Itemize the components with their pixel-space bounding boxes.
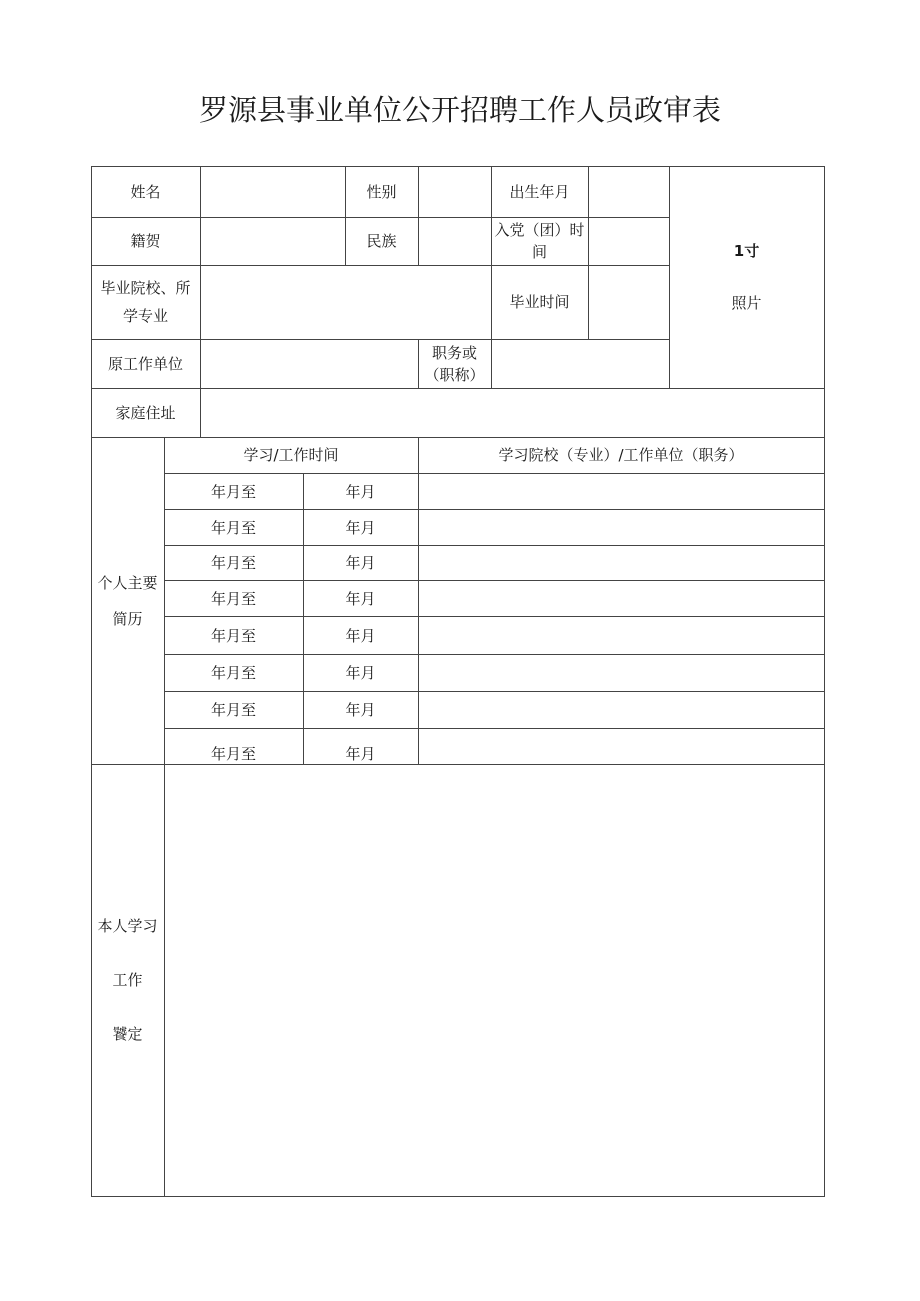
appraisal-label bbox=[91, 764, 164, 1196]
birth-label: 出生年月 bbox=[509, 182, 570, 201]
resume-col-time: 学习/工作时间 bbox=[243, 446, 339, 464]
former-unit-field[interactable] bbox=[201, 340, 418, 388]
gender-field[interactable] bbox=[419, 167, 491, 217]
former-unit-label: 原工作单位 bbox=[107, 354, 183, 373]
grad-time-label: 毕业时间 bbox=[509, 293, 570, 311]
ethnicity-label: 民族 bbox=[366, 232, 397, 250]
position-label bbox=[418, 339, 491, 388]
position-label-line1: 职务或 bbox=[431, 343, 477, 362]
resume-row-unit-field[interactable] bbox=[419, 581, 824, 616]
school-major-label-line2: 学专业 bbox=[122, 307, 168, 325]
resume-row-from[interactable]: 年月至 bbox=[210, 744, 256, 763]
resume-row-unit-field[interactable] bbox=[419, 692, 824, 728]
resume-row-unit-field[interactable] bbox=[419, 655, 824, 691]
school-major-label bbox=[91, 265, 200, 339]
page-title: 罗源县事业单位公开招聘工作人员政审表 bbox=[198, 93, 721, 127]
resume-row-from[interactable]: 年月至 bbox=[210, 701, 256, 719]
resume-row-to[interactable]: 年月 bbox=[345, 701, 376, 719]
native-place-label: 籍贺 bbox=[130, 232, 161, 250]
resume-row-unit-field[interactable] bbox=[419, 474, 824, 509]
gender-label: 性别 bbox=[366, 182, 397, 201]
resume-row-from[interactable]: 年月至 bbox=[210, 482, 256, 501]
resume-row-from[interactable]: 年月至 bbox=[210, 664, 256, 682]
resume-row-from[interactable]: 年月至 bbox=[210, 589, 256, 608]
birth-field[interactable] bbox=[589, 167, 669, 217]
resume-row-from[interactable]: 年月至 bbox=[210, 554, 256, 572]
resume-row-to[interactable]: 年月 bbox=[345, 589, 376, 608]
resume-row-unit-field[interactable] bbox=[419, 546, 824, 580]
position-field[interactable] bbox=[492, 340, 669, 388]
address-field[interactable] bbox=[201, 389, 824, 437]
resume-row-unit-field[interactable] bbox=[419, 510, 824, 545]
form-table bbox=[91, 166, 825, 1197]
appraisal-label-line2: 工作 bbox=[112, 971, 143, 989]
resume-row-to[interactable]: 年月 bbox=[345, 554, 376, 572]
resume-label bbox=[91, 437, 164, 764]
appraisal-label-line1: 本人学习 bbox=[97, 917, 158, 935]
resume-row-unit-field[interactable] bbox=[419, 729, 824, 764]
resume-col-unit: 学习院校（专业）/工作单位（职务） bbox=[498, 446, 744, 464]
school-major-label-line1: 毕业院校、所 bbox=[100, 279, 191, 297]
photo-placeholder[interactable] bbox=[669, 166, 824, 388]
resume-row-unit-field[interactable] bbox=[419, 617, 824, 654]
native-place-field[interactable] bbox=[201, 218, 345, 265]
photo-size-label: 1寸 bbox=[733, 242, 760, 260]
ethnicity-field[interactable] bbox=[419, 218, 491, 265]
party-join-label-line2: 间 bbox=[531, 243, 547, 261]
resume-label-line2: 简历 bbox=[112, 609, 143, 628]
appraisal-field[interactable] bbox=[165, 765, 824, 1196]
resume-label-line1: 个人主要 bbox=[97, 573, 158, 592]
school-major-field[interactable] bbox=[201, 266, 491, 339]
resume-row-to[interactable]: 年月 bbox=[345, 518, 376, 537]
resume-row-to[interactable]: 年月 bbox=[345, 482, 376, 501]
name-field[interactable] bbox=[201, 167, 345, 217]
resume-row-to[interactable]: 年月 bbox=[345, 744, 376, 763]
position-label-line2: （职称） bbox=[424, 365, 485, 384]
address-label: 家庭住址 bbox=[115, 403, 176, 422]
party-join-field[interactable] bbox=[589, 218, 669, 265]
appraisal-label-line3: 饕定 bbox=[112, 1025, 143, 1043]
name-label: 姓名 bbox=[130, 182, 161, 201]
grad-time-field[interactable] bbox=[589, 266, 669, 339]
party-join-label-line1: 入党（团）时 bbox=[494, 221, 585, 239]
resume-row-from[interactable]: 年月至 bbox=[210, 518, 256, 537]
party-join-label bbox=[491, 217, 588, 265]
resume-row-from[interactable]: 年月至 bbox=[210, 626, 256, 645]
resume-row-to[interactable]: 年月 bbox=[345, 664, 376, 682]
photo-label: 照片 bbox=[731, 294, 762, 312]
resume-row-to[interactable]: 年月 bbox=[345, 626, 376, 645]
